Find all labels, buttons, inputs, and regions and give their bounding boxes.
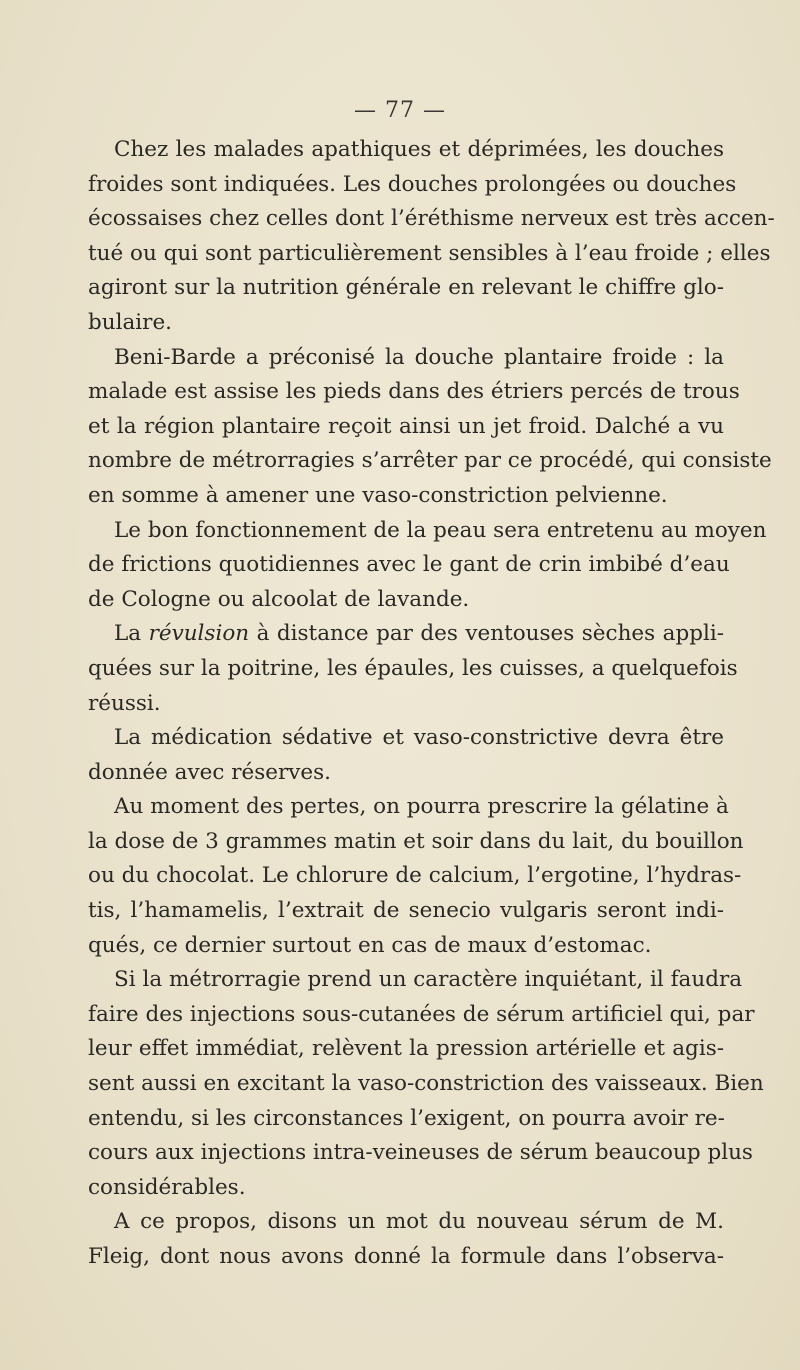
text-line: Fleig, dont nous avons donné la formule dans l’observa- bbox=[88, 1244, 724, 1269]
text-run: La bbox=[114, 621, 149, 647]
text-line: Au moment des pertes, on pourra prescrire la gélatine à bbox=[114, 794, 729, 820]
text-line: leur effet immédiat, relèvent la pression artérielle et agis- bbox=[88, 1036, 724, 1062]
text-line: tis, l’hamamelis, l’extrait de senecio vulgaris seront indi- bbox=[88, 898, 724, 924]
text-line: Chez les malades apathiques et déprimées, les douches bbox=[114, 137, 724, 162]
text-line: agiront sur la nutrition générale en relevant le chiffre glo- bbox=[88, 275, 724, 301]
text-line: la dose de 3 grammes matin et soir dans du lait, du bouillon bbox=[88, 828, 744, 854]
text-run: à distance par des ventouses sèches appli- bbox=[249, 621, 724, 647]
text-line: Beni-Barde a préconisé la douche plantaire froide : la bbox=[114, 344, 724, 370]
text-line: en somme à amener une vaso-constriction pelvienne. bbox=[88, 482, 668, 508]
text-line bbox=[88, 617, 724, 652]
body-text bbox=[88, 133, 775, 1275]
text-line: faire des injections sous-cutanées de sérum artificiel qui, par bbox=[88, 1001, 755, 1027]
text-line: écossaises chez celles dont l’éréthisme nerveux est très accen- bbox=[88, 206, 775, 232]
text-line: donnée avec réserves. bbox=[88, 759, 332, 785]
text-line: et la région plantaire reçoit ainsi un jet froid. Dalché a vu bbox=[88, 413, 724, 439]
text-line: sent aussi en excitant la vaso-constriction des vaisseaux. Bien bbox=[88, 1071, 764, 1097]
text-line: froides sont indiquées. Les douches prolongées ou douches bbox=[88, 171, 737, 197]
text-line: bulaire. bbox=[88, 309, 173, 335]
text-line: entendu, si les circonstances l’exigent, on pourra avoir re- bbox=[88, 1105, 725, 1131]
italic-term: révulsion bbox=[148, 621, 250, 647]
text-line: cours aux injections intra-veineuses de sérum beaucoup plus bbox=[88, 1140, 753, 1166]
text-line: considérables. bbox=[88, 1174, 246, 1200]
text-line: malade est assise les pieds dans des étriers percés de trous bbox=[88, 379, 740, 405]
text-line: Si la métrorragie prend un caractère inquiétant, il faudra bbox=[114, 967, 743, 993]
text-line: ou du chocolat. Le chlorure de calcium, l’ergotine, l’hydras- bbox=[88, 863, 742, 889]
text-line: Le bon fonctionnement de la peau sera entretenu au moyen bbox=[114, 517, 767, 543]
text-line: tué ou qui sont particulièrement sensibles à l’eau froide ; elles bbox=[88, 240, 771, 266]
text-line: nombre de métrorragies s’arrêter par ce procédé, qui consiste bbox=[88, 448, 772, 474]
text-line: La médication sédative et vaso-constrictive devra être bbox=[114, 725, 724, 751]
text-line: de Cologne ou alcoolat de lavande. bbox=[88, 586, 470, 612]
text-line: quées sur la poitrine, les épaules, les cuisses, a quelquefois bbox=[88, 655, 738, 681]
text-line: de frictions quotidiennes avec le gant de crin imbibé d’eau bbox=[88, 552, 730, 578]
page-number: — 77 — bbox=[354, 98, 446, 123]
text-line: qués, ce dernier surtout en cas de maux d’estomac. bbox=[88, 932, 652, 958]
text-line: A ce propos, disons un mot du nouveau sérum de M. bbox=[114, 1209, 724, 1235]
text-line: réussi. bbox=[88, 690, 161, 716]
